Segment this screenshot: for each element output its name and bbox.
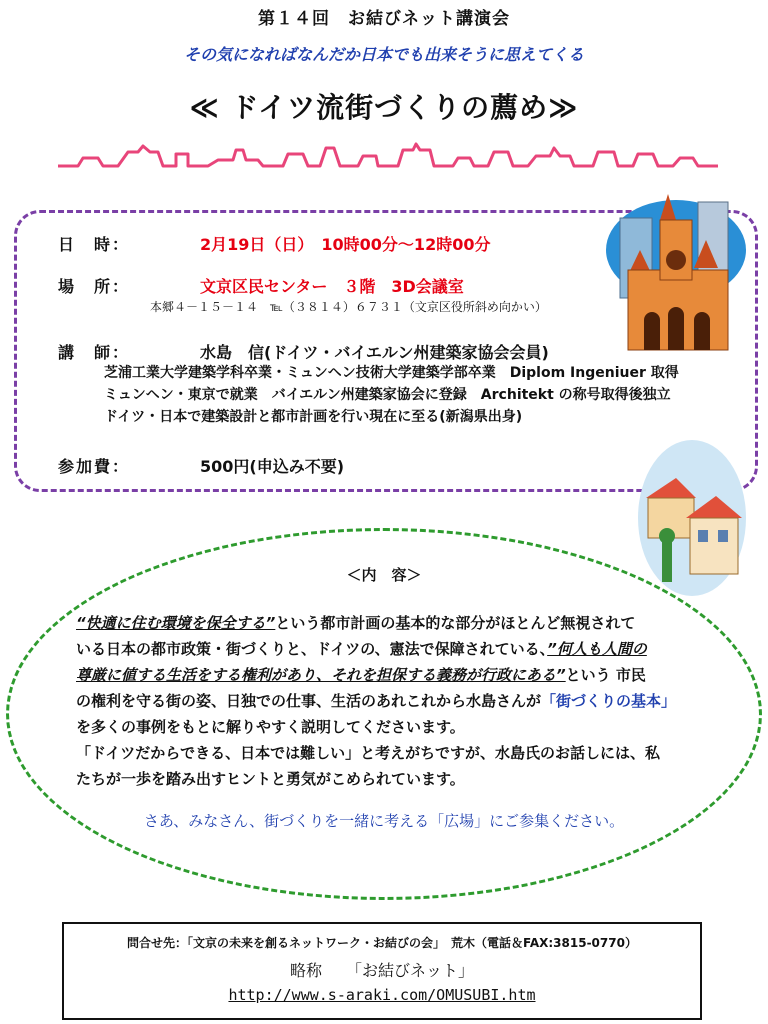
event-title: 第１４回 お結びネット講演会 [258, 9, 510, 29]
quote-text: ”何人も人間の [547, 640, 647, 658]
date-value: 2月19日（日） 10時00分～12時00分 [200, 235, 491, 254]
body-text: という 市民 [565, 666, 646, 684]
contact-info: 問合せ先：「文京の未来を創るネットワーク・お結びの会」 荒木（電話＆FAX:3815-0770） [127, 936, 637, 950]
place-address: 本郷４－１５－１４ ℡（３８１４）６７３１（文京区役所斜め向かい） [150, 300, 547, 314]
speaker-value: 水島 信(ドイツ・バイエルン州建築家協会会員) [200, 343, 549, 362]
closing-invitation: さあ、みなさん、街づくりを一緒に考える「広場」にご参集ください。 [143, 812, 625, 830]
quote-text: 尊厳に値する生活をする権利があり、それを担保する義務が行政にある” [76, 666, 566, 684]
main-title: ≪ ドイツ流街づくりの薦め≫ [189, 91, 579, 124]
body-text: の権利を守る街の姿、日独での仕事、生活のあれこれから水島さんが [76, 692, 542, 710]
content-line-2 [76, 638, 647, 659]
content-line-6: 「ドイツだからできる、日本では難しい」と考えがちですが、水島氏のお話しには、私 [76, 744, 660, 762]
place-value: 文京区民センター ３階 3D会議室 [200, 277, 464, 296]
place-label: 場 所： [58, 277, 131, 296]
highlight-text: 「街づくりの基本」 [541, 692, 677, 710]
subtitle: その気になればなんだか日本でも出来そうに思えてくる [183, 45, 584, 64]
content-line-5: を多くの事例をもとに解りやすく説明してくださいます。 [76, 718, 465, 736]
content-line-7: たちが一歩を踏み出すヒントと勇気がこめられています。 [76, 770, 465, 788]
speaker-profile-line: ドイツ・日本で建築設計と都市計画を行い現在に至る(新潟県出身) [104, 409, 523, 425]
date-label: 日 時： [58, 235, 131, 254]
content-heading: ＜内 容＞ [346, 566, 422, 584]
content-line-4 [76, 690, 676, 711]
content-line-1 [76, 612, 635, 633]
quote-text: “快適に住む環境を保全する” [76, 614, 276, 632]
website-link[interactable]: http://www.s-araki.com/OMUSUBI.htm [228, 986, 536, 1004]
fee-value: 500円(申込み不要) [200, 457, 345, 476]
speaker-label: 講 師： [58, 343, 131, 362]
fee-label: 参加費： [58, 457, 131, 476]
content-line-3 [76, 664, 646, 685]
body-text: という都市計画の基本的な部分がほとんど無視されて [275, 614, 636, 632]
church-illustration [598, 190, 748, 360]
abbreviation: 略称 「お結びネット」 [289, 961, 474, 980]
skyline-decoration [58, 140, 718, 180]
speaker-profile-line: ミュンヘン・東京で就業 バイエルン州建築家協会に登録 Architekt の称号取得後独立 [104, 387, 671, 403]
body-text: いる日本の都市政策・街づくりと、ドイツの、憲法で保障されている、 [76, 640, 548, 658]
speaker-profile-line: 芝浦工業大学建築学科卒業・ミュンヘン技術大学建築学部卒業 Diplom Ingeniuer 取得 [104, 365, 679, 381]
